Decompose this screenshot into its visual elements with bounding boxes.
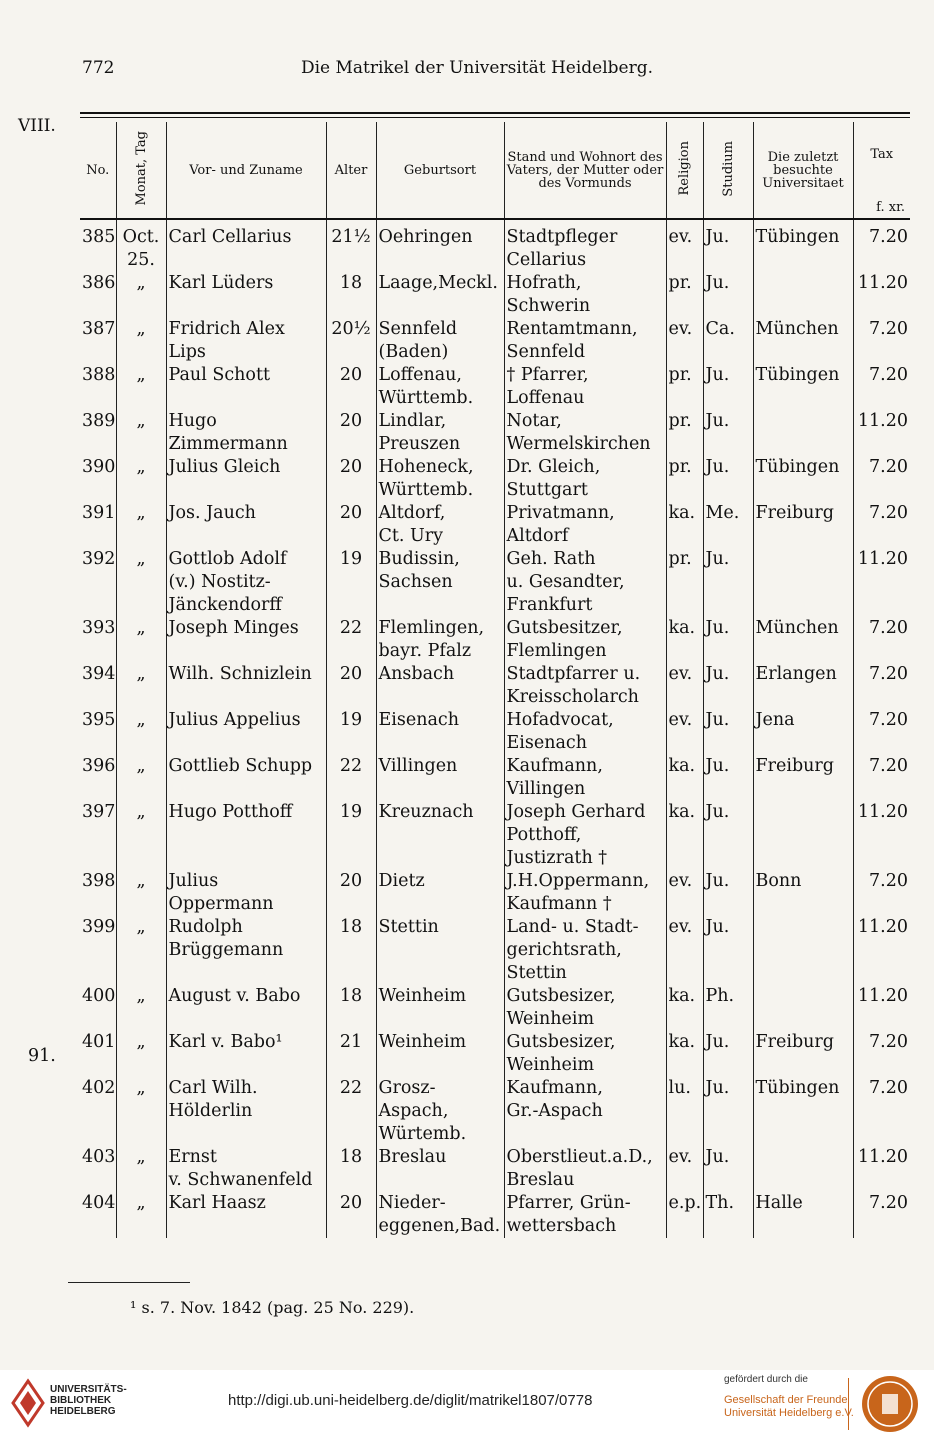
- row-parent-status: Gutsbesizer, Weinheim: [504, 1031, 666, 1077]
- row-number: 401: [80, 1031, 116, 1077]
- row-age: 20: [326, 410, 376, 456]
- header-geburtsort: Geburtsort: [376, 122, 504, 219]
- row-name: Ernst v. Schwanenfeld: [166, 1146, 326, 1192]
- row-birthplace: Weinheim: [376, 1031, 504, 1077]
- university-seal-icon: [860, 1374, 920, 1434]
- row-religion: ka.: [666, 1031, 703, 1077]
- header-universitaet: Die zuletzt besuchte Universitaet: [753, 122, 853, 219]
- row-university: Tübingen: [753, 456, 853, 502]
- row-birthplace: Grosz- Aspach, Würtemb.: [376, 1077, 504, 1146]
- row-parent-status: Geh. Rath u. Gesandter, Frankfurt: [504, 548, 666, 617]
- row-birthplace: Flemlingen, bayr. Pfalz: [376, 617, 504, 663]
- row-university: Tübingen: [753, 364, 853, 410]
- top-rule-thin: [80, 117, 910, 118]
- row-name: Fridrich Alex Lips: [166, 318, 326, 364]
- row-parent-status: Gutsbesizer, Weinheim: [504, 985, 666, 1031]
- row-study: Ju.: [703, 663, 753, 709]
- row-date: „: [116, 502, 166, 548]
- row-tax: 7.20: [853, 456, 910, 502]
- row-university: Tübingen: [753, 219, 853, 272]
- row-study: Th.: [703, 1192, 753, 1238]
- digitization-footer: [0, 1370, 934, 1437]
- row-number: 389: [80, 410, 116, 456]
- footer-divider: [848, 1378, 849, 1430]
- row-date: „: [116, 916, 166, 985]
- row-study: Ju.: [703, 709, 753, 755]
- row-number: 393: [80, 617, 116, 663]
- row-parent-status: Hofrath, Schwerin: [504, 272, 666, 318]
- row-number: 391: [80, 502, 116, 548]
- table-row: [80, 801, 910, 870]
- row-study: Ju.: [703, 1031, 753, 1077]
- row-university: Erlangen: [753, 663, 853, 709]
- table-body: [80, 219, 910, 1238]
- row-name: Julius Appelius: [166, 709, 326, 755]
- row-parent-status: Notar, Wermelskirchen: [504, 410, 666, 456]
- row-religion: ka.: [666, 985, 703, 1031]
- row-age: 20½: [326, 318, 376, 364]
- row-age: 19: [326, 801, 376, 870]
- row-name: Jos. Jauch: [166, 502, 326, 548]
- row-number: 402: [80, 1077, 116, 1146]
- table-row: [80, 502, 910, 548]
- section-label: VIII.: [18, 116, 56, 136]
- row-religion: lu.: [666, 1077, 703, 1146]
- row-parent-status: Pfarrer, Grün- wettersbach: [504, 1192, 666, 1238]
- header-studium-label: Studium: [720, 140, 736, 197]
- row-name: Hugo Potthoff: [166, 801, 326, 870]
- row-religion: ev.: [666, 663, 703, 709]
- row-religion: pr.: [666, 272, 703, 318]
- row-study: Ju.: [703, 916, 753, 985]
- row-parent-status: Kaufmann, Villingen: [504, 755, 666, 801]
- row-birthplace: Villingen: [376, 755, 504, 801]
- row-university: [753, 985, 853, 1031]
- row-age: 18: [326, 916, 376, 985]
- row-number: 399: [80, 916, 116, 985]
- row-name: Wilh. Schnizlein: [166, 663, 326, 709]
- row-name: Karl Haasz: [166, 1192, 326, 1238]
- row-date: „: [116, 709, 166, 755]
- table-row: [80, 709, 910, 755]
- row-date: „: [116, 870, 166, 916]
- row-age: 20: [326, 456, 376, 502]
- row-tax: 11.20: [853, 272, 910, 318]
- row-date: „: [116, 548, 166, 617]
- row-name: Carl Wilh. Hölderlin: [166, 1077, 326, 1146]
- row-birthplace: Loffenau, Württemb.: [376, 364, 504, 410]
- row-university: Freiburg: [753, 1031, 853, 1077]
- row-age: 21½: [326, 219, 376, 272]
- row-parent-status: Privatmann, Altdorf: [504, 502, 666, 548]
- row-religion: pr.: [666, 364, 703, 410]
- row-number: 398: [80, 870, 116, 916]
- row-name: August v. Babo: [166, 985, 326, 1031]
- row-age: 19: [326, 548, 376, 617]
- table-row: [80, 617, 910, 663]
- row-number: 395: [80, 709, 116, 755]
- row-birthplace: Eisenach: [376, 709, 504, 755]
- row-number: 386: [80, 272, 116, 318]
- header-tax: [853, 122, 910, 219]
- page-title: Die Matrikel der Universität Heidelberg.: [300, 58, 654, 78]
- row-tax: 7.20: [853, 502, 910, 548]
- permalink[interactable]: http://digi.ub.uni-heidelberg.de/diglit/matrikel1807/0778: [228, 1392, 593, 1409]
- row-birthplace: Oehringen: [376, 219, 504, 272]
- row-number: 385: [80, 219, 116, 272]
- row-name: Joseph Minges: [166, 617, 326, 663]
- row-tax: 7.20: [853, 219, 910, 272]
- row-date: „: [116, 1077, 166, 1146]
- row-parent-status: Rentamtmann, Sennfeld: [504, 318, 666, 364]
- row-number: 403: [80, 1146, 116, 1192]
- row-tax: 11.20: [853, 548, 910, 617]
- row-university: [753, 916, 853, 985]
- row-religion: ka.: [666, 617, 703, 663]
- row-date: „: [116, 1192, 166, 1238]
- row-date: „: [116, 663, 166, 709]
- matrikel-table: [80, 122, 910, 1238]
- margin-note: 91.: [28, 1046, 56, 1066]
- footnote-rule: [68, 1282, 190, 1283]
- row-date: „: [116, 1031, 166, 1077]
- row-university: Bonn: [753, 870, 853, 916]
- row-study: Ju.: [703, 1146, 753, 1192]
- row-date: „: [116, 318, 166, 364]
- row-birthplace: Kreuznach: [376, 801, 504, 870]
- row-parent-status: Stadtpfarrer u. Kreisscholarch: [504, 663, 666, 709]
- header-alter: Alter: [326, 122, 376, 219]
- row-university: München: [753, 318, 853, 364]
- row-age: 20: [326, 663, 376, 709]
- row-name: Gottlob Adolf (v.) Nostitz- Jänckendorff: [166, 548, 326, 617]
- footnote: ¹ s. 7. Nov. 1842 (pag. 25 No. 229).: [130, 1298, 415, 1317]
- row-name: Karl Lüders: [166, 272, 326, 318]
- row-religion: ev.: [666, 219, 703, 272]
- header-no: No.: [80, 122, 116, 219]
- row-religion: e.p.: [666, 1192, 703, 1238]
- table-row: [80, 1031, 910, 1077]
- row-study: Ju.: [703, 410, 753, 456]
- row-birthplace: Sennfeld (Baden): [376, 318, 504, 364]
- table-row: [80, 1146, 910, 1192]
- row-date: Oct. 25.: [116, 219, 166, 272]
- table-row: [80, 870, 910, 916]
- row-name: Carl Cellarius: [166, 219, 326, 272]
- row-birthplace: Ansbach: [376, 663, 504, 709]
- row-study: Ju.: [703, 801, 753, 870]
- row-number: 392: [80, 548, 116, 617]
- row-date: „: [116, 1146, 166, 1192]
- row-parent-status: Oberstlieut.a.D., Breslau: [504, 1146, 666, 1192]
- row-parent-status: Joseph Gerhard Potthoff, Justizrath †: [504, 801, 666, 870]
- row-religion: ev.: [666, 870, 703, 916]
- row-religion: ev.: [666, 916, 703, 985]
- row-date: „: [116, 801, 166, 870]
- row-number: 394: [80, 663, 116, 709]
- row-religion: ka.: [666, 755, 703, 801]
- table-row: [80, 364, 910, 410]
- row-study: Ca.: [703, 318, 753, 364]
- row-study: Ju.: [703, 548, 753, 617]
- row-religion: ev.: [666, 709, 703, 755]
- row-age: 19: [326, 709, 376, 755]
- top-rule: [80, 112, 910, 114]
- sponsor-name: Gesellschaft der Freunde Universität Heidelberg e.V.: [724, 1394, 854, 1419]
- row-religion: pr.: [666, 548, 703, 617]
- row-number: 390: [80, 456, 116, 502]
- row-university: München: [753, 617, 853, 663]
- row-parent-status: J.H.Oppermann, Kaufmann †: [504, 870, 666, 916]
- row-birthplace: Weinheim: [376, 985, 504, 1031]
- row-birthplace: Hoheneck, Württemb.: [376, 456, 504, 502]
- row-date: „: [116, 272, 166, 318]
- row-age: 20: [326, 1192, 376, 1238]
- row-tax: 7.20: [853, 755, 910, 801]
- row-university: Freiburg: [753, 755, 853, 801]
- row-study: Ju.: [703, 870, 753, 916]
- row-tax: 7.20: [853, 870, 910, 916]
- row-tax: 11.20: [853, 801, 910, 870]
- row-number: 400: [80, 985, 116, 1031]
- header-monat-tag-label: Monat, Tag: [133, 131, 149, 206]
- row-name: Hugo Zimmermann: [166, 410, 326, 456]
- row-number: 387: [80, 318, 116, 364]
- row-university: [753, 801, 853, 870]
- row-study: Ju.: [703, 617, 753, 663]
- table-row: [80, 1192, 910, 1238]
- header-tax-unit: f. xr.: [876, 200, 905, 215]
- table-row: [80, 272, 910, 318]
- row-tax: 7.20: [853, 1077, 910, 1146]
- table-row: [80, 548, 910, 617]
- row-age: 18: [326, 272, 376, 318]
- row-name: Julius Gleich: [166, 456, 326, 502]
- table-row: [80, 456, 910, 502]
- row-religion: ev.: [666, 318, 703, 364]
- library-name: UNIVERSITÄTS- BIBLIOTHEK HEIDELBERG: [50, 1384, 127, 1417]
- row-religion: ka.: [666, 801, 703, 870]
- row-date: „: [116, 985, 166, 1031]
- row-parent-status: Kaufmann, Gr.-Aspach: [504, 1077, 666, 1146]
- row-tax: 11.20: [853, 410, 910, 456]
- row-name: Julius Oppermann: [166, 870, 326, 916]
- header-religion: [666, 122, 703, 219]
- header-studium: [703, 122, 753, 219]
- row-age: 22: [326, 755, 376, 801]
- header-stand: Stand und Wohnort des Vaters, der Mutter oder des Vormunds: [504, 122, 666, 219]
- row-religion: ev.: [666, 1146, 703, 1192]
- row-name: Karl v. Babo¹: [166, 1031, 326, 1077]
- row-religion: pr.: [666, 456, 703, 502]
- row-parent-status: Land- u. Stadt- gerichtsrath, Stettin: [504, 916, 666, 985]
- row-study: Ju.: [703, 1077, 753, 1146]
- library-logo-icon: [10, 1377, 46, 1429]
- row-tax: 7.20: [853, 1031, 910, 1077]
- row-religion: pr.: [666, 410, 703, 456]
- row-age: 20: [326, 502, 376, 548]
- row-tax: 11.20: [853, 916, 910, 985]
- row-date: „: [116, 364, 166, 410]
- row-study: Ju.: [703, 364, 753, 410]
- row-birthplace: Altdorf, Ct. Ury: [376, 502, 504, 548]
- row-age: 20: [326, 364, 376, 410]
- row-tax: 7.20: [853, 364, 910, 410]
- row-date: „: [116, 617, 166, 663]
- row-parent-status: Hofadvocat, Eisenach: [504, 709, 666, 755]
- row-tax: 7.20: [853, 617, 910, 663]
- row-parent-status: Stadtpfleger Cellarius: [504, 219, 666, 272]
- row-age: 22: [326, 1077, 376, 1146]
- table-row: [80, 219, 910, 272]
- row-study: Ju.: [703, 272, 753, 318]
- row-name: Paul Schott: [166, 364, 326, 410]
- row-age: 21: [326, 1031, 376, 1077]
- row-parent-status: Dr. Gleich, Stuttgart: [504, 456, 666, 502]
- table-row: [80, 985, 910, 1031]
- table-row: [80, 916, 910, 985]
- row-birthplace: Lindlar, Preuszen: [376, 410, 504, 456]
- row-number: 404: [80, 1192, 116, 1238]
- row-age: 20: [326, 870, 376, 916]
- table-row: [80, 318, 910, 364]
- row-age: 22: [326, 617, 376, 663]
- row-birthplace: Stettin: [376, 916, 504, 985]
- row-age: 18: [326, 1146, 376, 1192]
- row-tax: 11.20: [853, 1146, 910, 1192]
- header-religion-label: Religion: [677, 141, 692, 196]
- row-birthplace: Breslau: [376, 1146, 504, 1192]
- row-university: Jena: [753, 709, 853, 755]
- row-study: Me.: [703, 502, 753, 548]
- table-row: [80, 1077, 910, 1146]
- row-number: 397: [80, 801, 116, 870]
- header-monat-tag: [116, 122, 166, 219]
- row-study: Ph.: [703, 985, 753, 1031]
- row-study: Ju.: [703, 219, 753, 272]
- row-date: „: [116, 456, 166, 502]
- row-university: [753, 548, 853, 617]
- row-birthplace: Budissin, Sachsen: [376, 548, 504, 617]
- row-university: [753, 272, 853, 318]
- row-name: Rudolph Brüggemann: [166, 916, 326, 985]
- row-tax: 11.20: [853, 985, 910, 1031]
- page-number: 772: [82, 58, 115, 78]
- row-university: Tübingen: [753, 1077, 853, 1146]
- table-row: [80, 755, 910, 801]
- row-tax: 7.20: [853, 1192, 910, 1238]
- header-tax-label: Tax: [870, 147, 894, 162]
- row-number: 396: [80, 755, 116, 801]
- row-name: Gottlieb Schupp: [166, 755, 326, 801]
- row-university: [753, 1146, 853, 1192]
- row-study: Ju.: [703, 755, 753, 801]
- row-religion: ka.: [666, 502, 703, 548]
- row-university: Freiburg: [753, 502, 853, 548]
- row-study: Ju.: [703, 456, 753, 502]
- row-birthplace: Nieder- eggenen,Bad.: [376, 1192, 504, 1238]
- row-age: 18: [326, 985, 376, 1031]
- row-parent-status: Gutsbesitzer, Flemlingen: [504, 617, 666, 663]
- table-row: [80, 410, 910, 456]
- sponsor-label: gefördert durch die: [724, 1374, 808, 1385]
- row-birthplace: Laage,Meckl.: [376, 272, 504, 318]
- row-tax: 7.20: [853, 318, 910, 364]
- table-header-row: [80, 122, 910, 219]
- row-birthplace: Dietz: [376, 870, 504, 916]
- row-date: „: [116, 755, 166, 801]
- row-tax: 7.20: [853, 709, 910, 755]
- row-tax: 7.20: [853, 663, 910, 709]
- row-date: „: [116, 410, 166, 456]
- row-university: Halle: [753, 1192, 853, 1238]
- table-row: [80, 663, 910, 709]
- header-name: Vor- und Zuname: [166, 122, 326, 219]
- row-university: [753, 410, 853, 456]
- row-number: 388: [80, 364, 116, 410]
- row-parent-status: † Pfarrer, Loffenau: [504, 364, 666, 410]
